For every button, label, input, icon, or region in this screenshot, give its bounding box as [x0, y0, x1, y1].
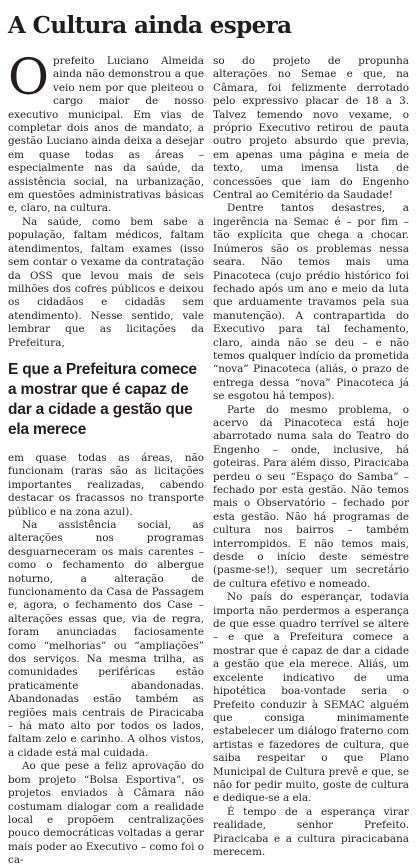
body-paragraph: Na saúde, como bem sabe a população, faltam médicos, faltam atendimentos, faltam exames (isso sem contar o vexame da contratação da OSS que levou mais de seis milhões dos cofres públicos e deixou os cidadãos e cidadãs sem atendimento). Nesse sentido, vale lembrar que as licitações da Prefeitura, [8, 215, 204, 349]
article-column-right [213, 55, 409, 859]
lead-paragraph-text: prefeito Luciano Almeida ainda não demonstrou a que veio nem por que pleiteou o cargo maior de nosso executivo municipal. Em vias de completar dois anos de mandato, a gestão Luciano ainda deixa a desejar em quase todas as áreas – especialmente nas da saúde, da assistência social, na urbanização, em questões administrativas básicas e, claro, na cultura. [8, 55, 204, 215]
pull-quote: E que a Prefeitura comece a mostrar que é capaz de dar a cidade a gestão que ela merece [8, 360, 197, 438]
drop-cap: O [8, 48, 49, 106]
lead-paragraph [8, 48, 204, 216]
body-paragraph: Parte do mesmo problema, o acervo da Pinacoteca está hoje abarrotado numa sala do Teatro do Engenho – onde, inclusive, há goteiras. Para além disso, Piracicaba perdeu o seu “Espaço do Samba” – fechado por esta gestão. Não temos mais o Observatório – fechado por esta gestão. Não há programas de cultura nos bairros – também interrompidos. E não temos mais, desde o início deste semestre (pasme-se!), sequer um secretário de cultura efetivo e nomeado. [213, 403, 409, 590]
body-paragraph: so do projeto de propunha alterações no Semae e que, na Câmara, foi felizmente derrotado pelo expressivo placar de 18 a 3. Talvez temendo novo vexame, o próprio Executivo retirou de pauta outro projeto absurdo que previa, em apenas uma página e meia de texto, uma imensa lista de concessões que iam do Engenho Central ao Cemitério da Saudade! [213, 55, 409, 202]
body-paragraph: Dentre tantos desastres, a ingerência na Semac é – por fim – tão explícita que chega a chocar. Inúmeros são os problemas nessa seara. Não temos mais uma Pinacoteca (cujo prédio histórico foi fechado após um ano e meio da luta que arduamente travamos pela sua manutenção). A contrapartida do Executivo para tal fechamento, claro, ainda não se deu – e não temos qualquer indício da prometida “nova” Pinacoteca (aliás, o prazo de entrega dessa “nova” Pinacoteca já se esgotou há tempos). [213, 202, 409, 403]
body-paragraph: É tempo de a esperança virar realidade, senhor Prefeito. Piracicaba e a cultura piracicabana merecem. [213, 805, 409, 858]
body-paragraph: No país do esperançar, todavia importa não perdermos a esperança de que esse quadro terrível se altere – e que a Prefeitura comece a mostrar que é capaz de dar a cidade a gestão que ela merece. Aliás, um excelente indicativo de uma hipotética boa-vontade seria o Prefeito conduzir à SEMAC alguém que consiga minimamente estabelecer um diálogo fraterno com artistas e fazedores de cultura, que saiba respeitar o que Plano Municipal de Cultura prevê e que, se não for pedir muito, goste de cultura e dedique-se a ela. [213, 591, 409, 805]
article-column-left [8, 48, 204, 868]
article-headline: A Cultura ainda espera [8, 12, 292, 39]
body-paragraph: Na assistência social, as alterações nos programas desguarneceram os mais carentes – como o fechamento do albergue noturno, a alteração de funcionamento da Casa de Passagem e, agora, o fechamento dos Case – alterações essas que, via de regra, foram anunciadas faciosamente como “melhorias” ou “ampliações” dos serviços. Na mesma trilha, as comunidades periféricas estão praticamente abandonadas. Abandonadas estão também as regiões mais centrais de Piracicaba – há mato alto por todos os lados, faltam zelo e carinho. A olhos vistos, a cidade está mal cuidada. [8, 518, 204, 759]
body-paragraph: em quase todas as áreas, não funcionam (raras são as licitações importantes realizadas, cabendo destacar os fracassos no transporte público e na zona azul). [8, 451, 204, 518]
body-paragraph: Ao que pese a feliz aprovação do bom projeto “Bolsa Esportiva”, os projetos enviados à Câmara não costumam dialogar com a realidade local e propõem centralizações pouco democráticas voltadas a gerar mais poder ao Executivo – como foi o ca- [8, 760, 204, 867]
